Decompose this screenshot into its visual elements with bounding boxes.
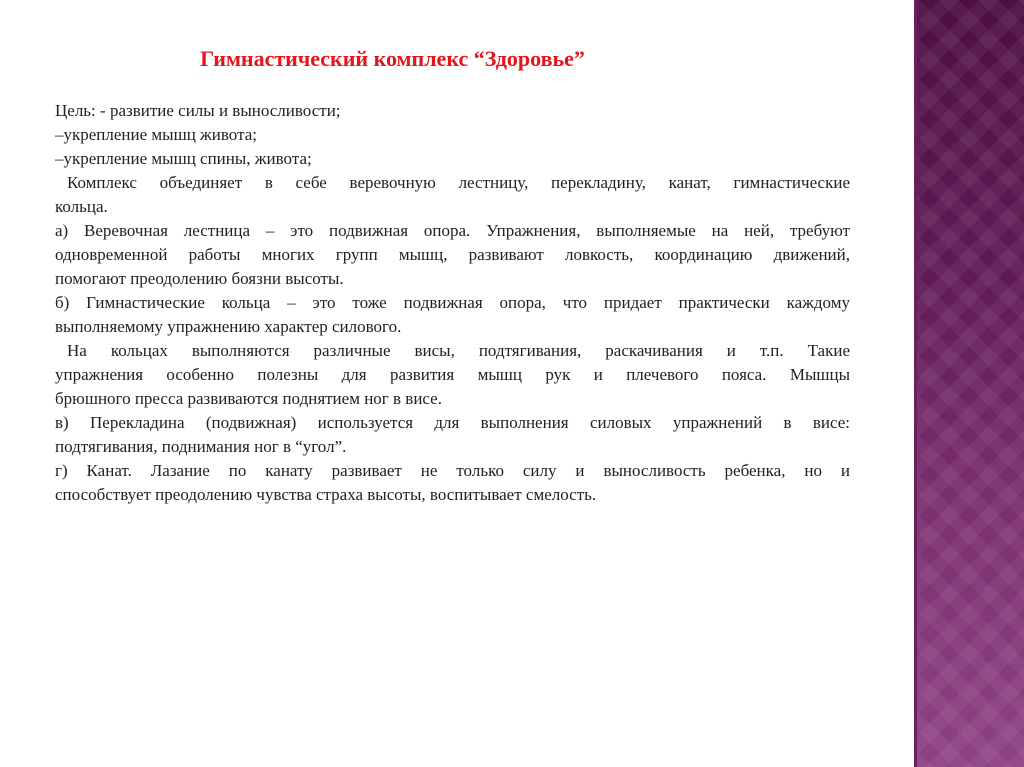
slide-title: Гимнастический комплекс “Здоровье” — [200, 46, 585, 71]
text-line: в) Перекладина (подвижная) используется для выполнения силовых упражнений в висе: — [55, 413, 850, 432]
text-line: Комплекс объединяет в себе веревочную лестницу, перекладину, канат, гимнастические — [67, 173, 850, 192]
text-line: –укрепление мышц спины, живота; — [55, 149, 312, 168]
text-line: На кольцах выполняются различные висы, подтягивания, раскачивания и т.п. Такие — [67, 341, 850, 360]
text-line: –укрепление мышц живота; — [55, 125, 257, 144]
text-line: способствует преодолению чувства страха высоты, воспитывает смелость. — [55, 485, 597, 504]
decorative-side-panel — [914, 0, 1024, 767]
text-line: помогают преодолению боязни высоты. — [55, 269, 344, 288]
text-line: выполняемому упражнению характер силового. — [55, 317, 402, 336]
text-line: Цель: - развитие силы и выносливости; — [55, 101, 341, 120]
text-line: а) Веревочная лестница – это подвижная опора. Упражнения, выполняемые на ней, требуют — [55, 221, 850, 240]
text-line: брюшного пресса развиваются поднятием ног в висе. — [55, 389, 442, 408]
text-line: г) Канат. Лазание по канату развивает не только силу и выносливость ребенка, но и — [55, 461, 850, 480]
text-line: упражнения особенно полезны для развития мышц рук и плечевого пояса. Мышцы — [55, 365, 850, 384]
text-line: одновременной работы многих групп мышц, развивают ловкость, координацию движений, — [55, 245, 850, 264]
slide-body — [55, 99, 850, 507]
text-line: подтягивания, поднимания ног в “угол”. — [55, 437, 347, 456]
text-line: б) Гимнастические кольца – это тоже подвижная опора, что придает практически каждому — [55, 293, 850, 312]
text-line: кольца. — [55, 197, 108, 216]
